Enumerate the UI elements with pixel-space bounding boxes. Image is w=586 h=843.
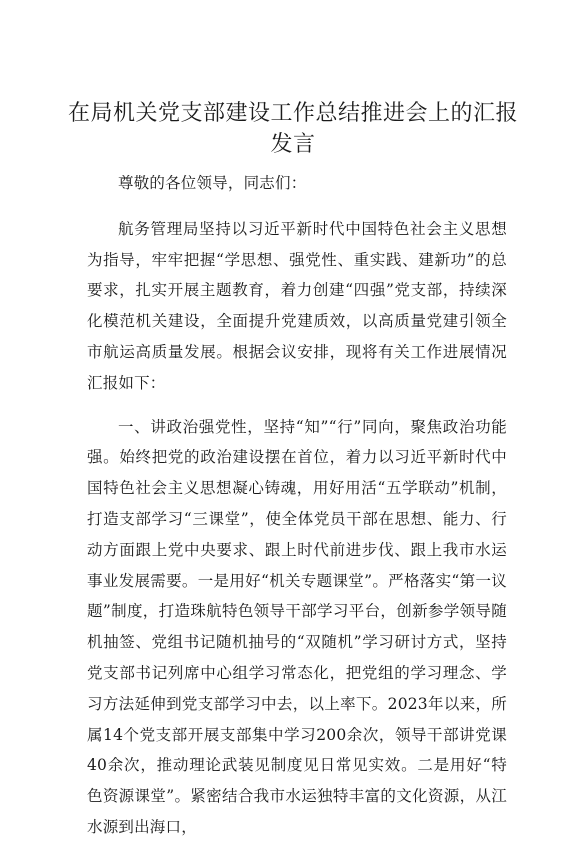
- paragraph-section-one: 一、讲政治强党性，坚持“知”“行”同向，聚焦政治功能强。始终把党的政治建设摆在首位，着力以习近平新时代中国特色社会主义思想凝心铸魂，用好用活“五学联动”机制，打造支部学习“三课堂”，使全体党员干部在思想、能力、行动方面跟上党中央要求、跟上时代前进步伐、跟上我市水运事业发展需要。一是用好“机关专题课堂”。严格落实“第一议题”制度，打造珠航特色领导干部学习平台，创新参学领导随机抽签、党组书记随机抽号的“双随机”学习研讨方式，坚持党支部书记列席中心组学习常态化，把党组的学习理念、学习方法延伸到党支部学习中去，以上率下。2023年以来，所属14个党支部开展支部集中学习200余次，领导干部讲党课40余次，推动理论武装见制度见日常见实效。二是用好“特色资源课堂”。紧密结合我市水运独特丰富的文化资源，从江水源到出海口，: [87, 417, 507, 836]
- document-body: [87, 168, 507, 843]
- document-title: 在局机关党支部建设工作总结推进会上的汇报发言: [67, 101, 518, 157]
- paragraph-intro: 航务管理局坚持以习近平新时代中国特色社会主义思想为指导，牢牢把握“学思想、强党性、重实践、建新功”的总要求，扎实开展主题教育，着力创建“四强”党支部，持续深化模范机关建设，全面提升党建质效，以高质量党建引领全市航运高质量发展。根据会议安排，现将有关工作进展情况汇报如下：: [87, 219, 507, 392]
- salutation: 尊敬的各位领导，同志们：: [118, 174, 307, 192]
